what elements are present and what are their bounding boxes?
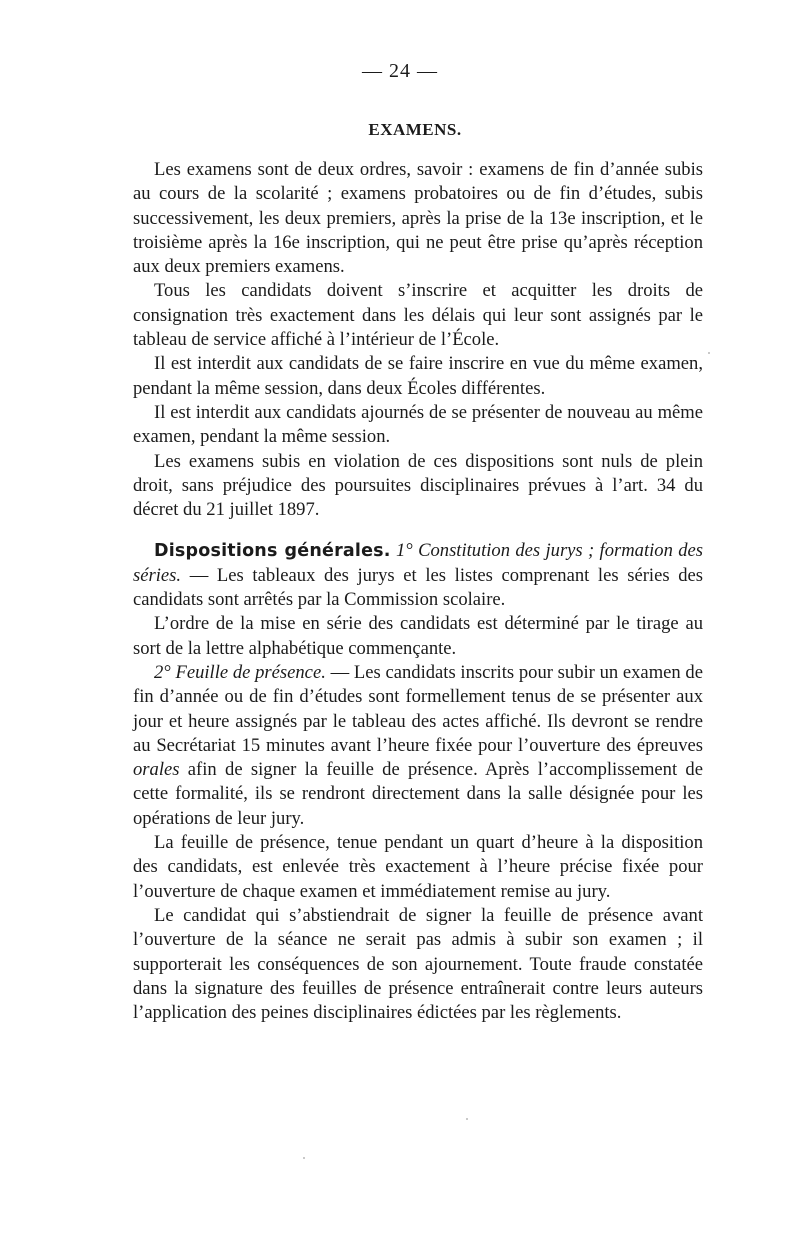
paragraph-single-school: Il est interdit aux candidats de se faire inscrire en vue du même examen, pendant la même session, dans deux Écoles différentes. [133, 353, 703, 399]
subsection-title-feuille: 2° Feuille de présence. [154, 661, 326, 683]
dispositions-heading: Dispositions générales. [154, 541, 391, 562]
paper-speck [708, 352, 710, 354]
page-number: — 24 — [362, 60, 438, 82]
subsection-text-jurys: — Les tableaux des jurys et les listes comprenant les séries des candidats sont arrêtés par la Commission scolaire. [133, 564, 703, 611]
paper-speck [303, 1157, 305, 1159]
subsection-text-feuille-b: afin de signer la feuille de présence. Après l’accomplissement de cette formalité, ils se rendront directement dans la salle désignée pour les opérations de leur jury. [133, 759, 703, 829]
paragraph-signature-fraud: Le candidat qui s’abstiendrait de signer la feuille de présence avant l’ouverture de la séance ne serait pas admis à subir son examen ; il supporterait les conséquences de son ajournement. Toute fraude constatée dans la signature des feuilles de présence entraînerait contre leurs auteurs l’application des peines disciplinaires édictées par les règlements. [133, 904, 703, 1024]
section-title: EXAMENS. [368, 120, 462, 139]
paragraph-feuille-presence [133, 661, 703, 831]
paragraph-dispositions-generales [133, 539, 703, 612]
paragraph-deferred-candidates: Il est interdit aux candidats ajournés de se présenter de nouveau au même examen, pendant la même session. [133, 401, 703, 448]
paper-speck [466, 1118, 468, 1120]
paragraph-series-order: L’ordre de la mise en série des candidats est déterminé par le tirage au sort de la lettre alphabétique commençante. [133, 613, 703, 659]
paragraph-examens-types: Les examens sont de deux ordres, savoir : examens de fin d’année subis au cours de la scolarité ; examens probatoires ou de fin d’études, subis successivement, les deux premiers, après la prise de la 13e inscription, et le troisième après la 16e inscription, qui ne peut être prise qu’après réception aux deux premiers examens. [133, 159, 703, 278]
paragraph-feuille-removal: La feuille de présence, tenue pendant un quart d’heure à la disposition des candidats, est enlevée très exactement à l’heure précise fixée pour l’ouverture de chaque examen et immédiatement remise au jury. [133, 832, 703, 902]
body-text [133, 158, 703, 1025]
subsection-text-feuille-a: — Les candidats inscrits pour subir un examen de fin d’année ou de fin d’études sont formellement tenus de se présenter aux jour et heure assignés par le tableau des actes affiché. Ils devront se rendre au Secrétariat 15 minutes avant l’heure fixée pour l’ouverture des épreuves [133, 661, 703, 756]
emphasis-orales: orales [133, 759, 180, 781]
paragraph-nullity: Les examens subis en violation de ces dispositions sont nuls de plein droit, sans préjudice des poursuites disciplinaires prévues à l’art. 34 du décret du 21 juillet 1897. [133, 450, 703, 521]
paragraph-inscription-fees: Tous les candidats doivent s’inscrire et acquitter les droits de consignation très exactement dans les délais qui leur sont assignés par le tableau de service affiché à l’intérieur de l’École. [133, 280, 703, 351]
subsection-title-jurys: 1° Constitution des jurys ; formation des séries. [133, 540, 703, 586]
